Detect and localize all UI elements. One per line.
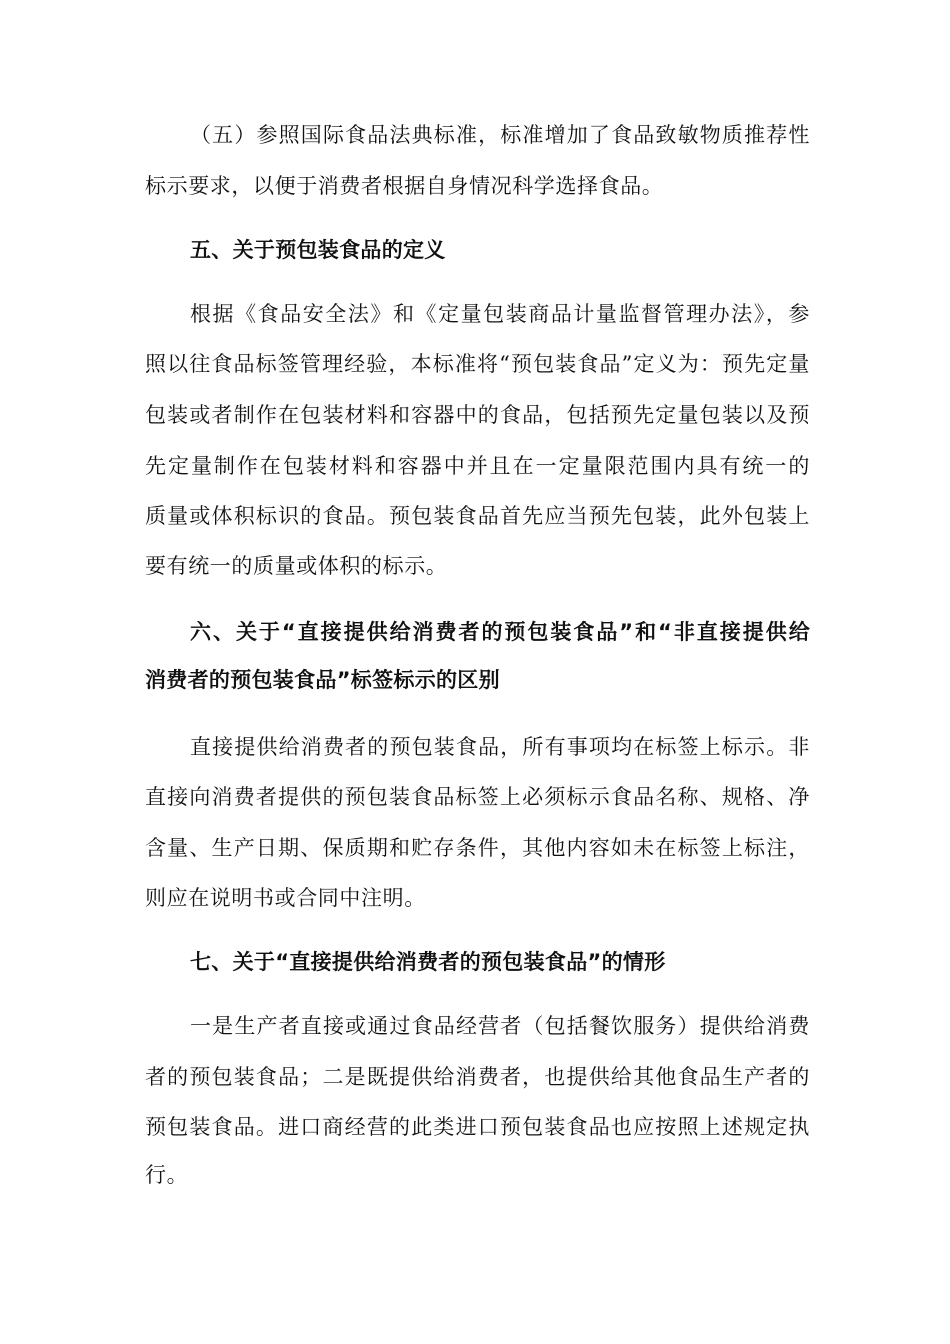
paragraph-line: 则应在说明书或合同中注明。 (145, 886, 426, 910)
section-heading: 七、关于“直接提供给消费者的预包装食品”的情形 (190, 950, 666, 974)
paragraph-line: 预包装食品。进口商经营的此类进口预包装食品也应按照上述规定执 (145, 1115, 810, 1139)
paragraph-line: 者的预包装食品；二是既提供给消费者，也提供给其他食品生产者的 (145, 1065, 810, 1089)
section-heading: 六、关于“直接提供给消费者的预包装食品”和“非直接提供给 (190, 620, 810, 644)
paragraph-line: 标示要求，以便于消费者根据自身情况科学选择食品。 (145, 174, 664, 198)
paragraph-line: 直接提供给消费者的预包装食品，所有事项均在标签上标示。非 (190, 735, 810, 759)
paragraph-line: 行。 (145, 1163, 189, 1187)
paragraph-line: 直接向消费者提供的预包装食品标签上必须标示食品名称、规格、净 (145, 785, 810, 809)
paragraph-line: 照以往食品标签管理经验，本标准将“预包装食品”定义为：预先定量 (145, 352, 810, 376)
paragraph-line: 含量、生产日期、保质期和贮存条件，其他内容如未在标签上标注， (145, 836, 810, 860)
paragraph-line: （五）参照国际食品法典标准，标准增加了食品致敏物质推荐性 (190, 123, 810, 147)
paragraph-line: 要有统一的质量或体积的标示。 (145, 554, 448, 578)
paragraph-line: 包装或者制作在包装材料和容器中的食品，包括预先定量包装以及预 (145, 403, 810, 427)
paragraph-line: 先定量制作在包装材料和容器中并且在一定量限范围内具有统一的 (145, 454, 810, 478)
paragraph-line: 一是生产者直接或通过食品经营者（包括餐饮服务）提供给消费 (190, 1014, 810, 1038)
section-heading: 消费者的预包装食品”标签标示的区别 (145, 668, 500, 692)
paragraph-line: 质量或体积标识的食品。预包装食品首先应当预先包装，此外包装上 (145, 504, 810, 528)
paragraph-line: 根据《食品安全法》和《定量包装商品计量监督管理办法》，参 (190, 302, 810, 326)
section-heading: 五、关于预包装食品的定义 (190, 238, 446, 262)
